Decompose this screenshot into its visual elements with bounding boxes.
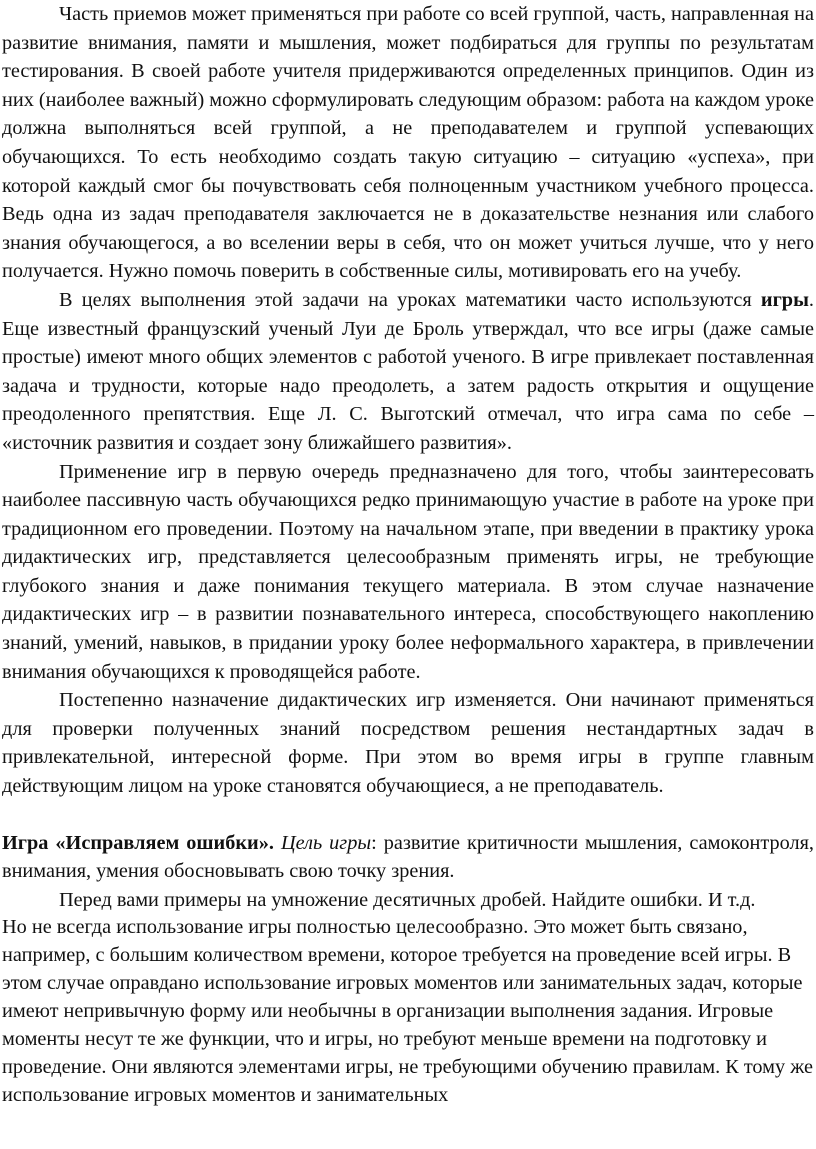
paragraph-application [2, 458, 814, 687]
paragraph-task-text: Перед вами примеры на умножение десятичных дробей. Найдите ошибки. И т.д. [59, 888, 756, 911]
game-goal-label: Цель игры [280, 831, 372, 854]
paragraph-gradual [2, 686, 814, 800]
game-goal-text: : развитие критичности мышления, самоконтроля, внимания, умения обосновывать свою точку зрения. [2, 831, 815, 883]
paragraph-intro [2, 0, 814, 286]
games-bold-word: игры [760, 288, 809, 311]
document-page [2, 0, 814, 1110]
paragraph-continuation [2, 914, 814, 1109]
paragraph-task [2, 886, 814, 915]
game-title: Игра «Исправляем ошибки». [2, 831, 274, 854]
paragraph-games-text-after: . Еще известный французский ученый Луи де Броль утверждал, что все игры (даже самые простые) имеют много общих элементов с работой ученого. В игре привлекает поставленная задача и трудности, которые надо преодолеть, а затем радость открытия и ощущение преодоленного препятствия. Еще Л. С. Выготский отмечал, что игра сама по себе – «источник развития и создает зону ближайшего развития». [2, 288, 814, 454]
game-section [2, 829, 814, 886]
paragraph-games-text-before: В целях выполнения этой задачи на уроках математики часто используются [59, 288, 761, 311]
paragraph-games [2, 286, 814, 458]
paragraph-gradual-text: Постепенно назначение дидактических игр изменяется. Они начинают применяться для проверки полученных знаний посредством решения нестандартных задач в привлекательной, интересной форме. При этом во время игры в группе главным действующим лицом на уроке становятся обучающиеся, а не преподаватель. [2, 689, 814, 798]
paragraph-continuation-text: Но не всегда использование игры полностью целесообразно. Это может быть связано, например, с большим количеством времени, которое требуется на проведение всей игры. В этом случае оправдано использование игровых моментов или занимательных задач, которые имеют непривычную форму или необычны в организации выполнения задания. Игровые моменты несут те же функции, что и игры, но требуют меньше времени на подготовку и проведение. Они являются элементами игры, не требующими обучению правилам. К тому же использование игровых моментов и занимательных [2, 916, 813, 1106]
paragraph-spacer [2, 801, 814, 829]
paragraph-application-text: Применение игр в первую очередь предназначено для того, чтобы заинтересовать наиболее пассивную часть обучающихся редко принимающую участие в работе на уроке при традиционном его проведении. Поэтому на начальном этапе, при введении в практику урока дидактических игр, представляется целесообразным применять игры, не требующие глубокого знания и даже понимания текущего материала. В этом случае назначение дидактических игр – в развитии познавательного интереса, способствующего накоплению знаний, умений, навыков, в придании уроку более неформального характера, в привлечении внимания обучающихся к проводящейся работе. [2, 460, 814, 683]
paragraph-intro-text: Часть приемов может применяться при работе со всей группой, часть, направленная на развитие внимания, памяти и мышления, может подбираться для группы по результатам тестирования. В своей работе учителя придерживаются определенных принципов. Один из них (наиболее важный) можно сформулировать следующим образом: работа на каждом уроке должна выполняться всей группой, а не преподавателем и группой успевающих обучающихся. То есть необходимо создать такую ситуацию – ситуацию «успеха», при которой каждый смог бы почувствовать себя полноценным участником учебного процесса. Ведь одна из задач преподавателя заключается не в доказательстве незнания или слабого знания обучающегося, а во вселении веры в себя, что он может учиться лучше, что у него получается. Нужно помочь поверить в собственные силы, мотивировать его на учебу. [2, 3, 815, 283]
